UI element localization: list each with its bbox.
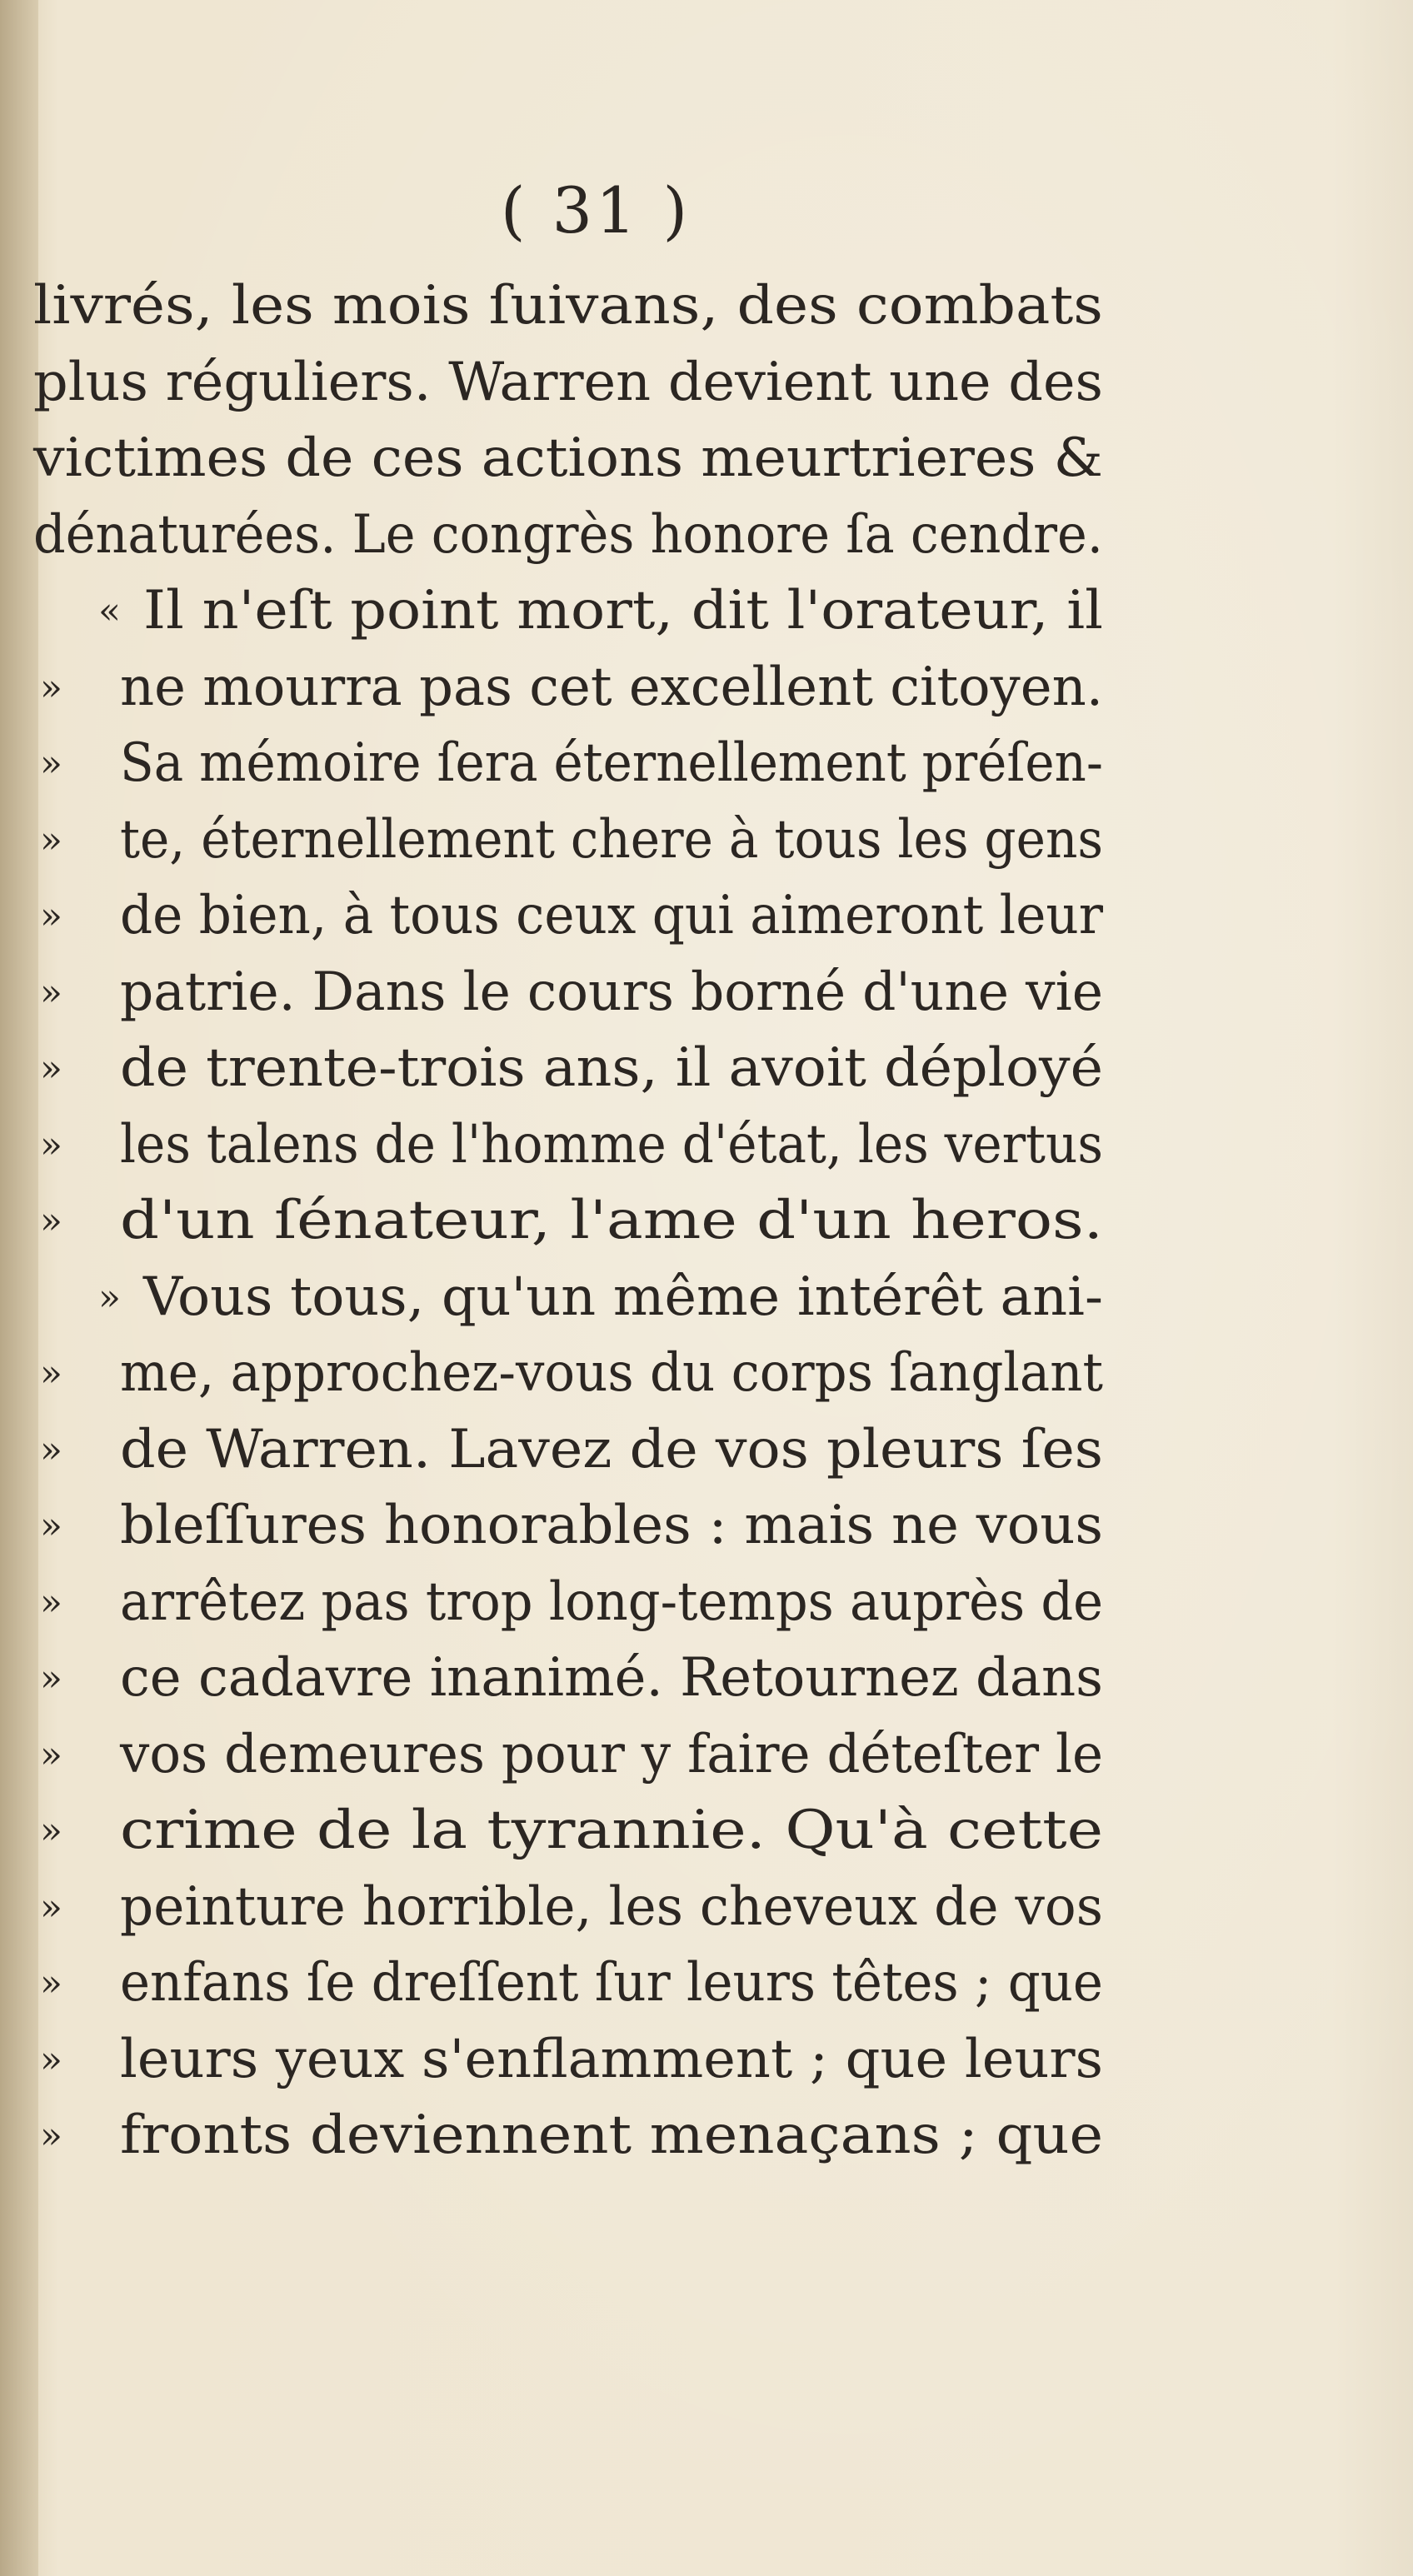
line-text: de bien, à tous ceux qui aimeront leur bbox=[120, 885, 1103, 946]
quote-mark: » bbox=[40, 1200, 62, 1242]
text-line bbox=[33, 1945, 1103, 2022]
quote-mark: » bbox=[40, 895, 62, 937]
line-text: plus réguliers. Warren devient une des bbox=[33, 351, 1103, 413]
text-line bbox=[33, 1107, 1103, 1184]
line-text: d'un ſénateur, l'ame d'un heros. bbox=[120, 1190, 1103, 1251]
quote-mark: » bbox=[40, 1047, 62, 1090]
body-text bbox=[33, 268, 1103, 2174]
line-text: leurs yeux s'enflamment ; que leurs bbox=[120, 2028, 1104, 2090]
quote-mark: » bbox=[40, 1580, 62, 1624]
quote-mark: » bbox=[40, 2114, 62, 2157]
line-text: te, éternellement chere à tous les gens bbox=[120, 808, 1104, 871]
line-text: de trente-trois ans, il avoit déployé bbox=[120, 1037, 1103, 1099]
page-number: ( 31 ) bbox=[500, 173, 692, 247]
line-text: Il n'eſt point mort, dit l'orateur, il bbox=[143, 580, 1103, 642]
quote-mark: » bbox=[40, 1352, 62, 1395]
line-text: ce cadavre inanimé. Retournez dans bbox=[120, 1647, 1103, 1709]
line-text: les talens de l'homme d'état, les vertus bbox=[120, 1113, 1103, 1176]
text-line bbox=[33, 268, 1103, 345]
line-text: peinture horrible, les cheveux de vos bbox=[120, 1875, 1103, 1938]
line-text: ne mourra pas cet excellent citoyen. bbox=[120, 656, 1104, 718]
text-line bbox=[33, 650, 1103, 726]
text-line bbox=[33, 1793, 1103, 1870]
line-text: crime de la tyrannie. Qu'à cette bbox=[120, 1800, 1104, 1861]
text-line bbox=[33, 1260, 1103, 1336]
text-line bbox=[33, 2022, 1103, 2099]
quote-mark: « bbox=[98, 590, 121, 632]
quote-mark: » bbox=[40, 666, 62, 709]
text-line bbox=[33, 1640, 1103, 1717]
text-line bbox=[33, 1412, 1103, 1489]
line-text: me, approchez-vous du corps ſanglant bbox=[120, 1342, 1103, 1404]
quote-mark: » bbox=[98, 1276, 121, 1319]
line-text: dénaturées. Le congrès honore ſa cendre. bbox=[33, 503, 1104, 566]
text-line bbox=[33, 726, 1103, 802]
text-line bbox=[33, 955, 1103, 1031]
text-line bbox=[33, 2098, 1103, 2174]
quote-mark: » bbox=[40, 971, 62, 1014]
line-text: fronts deviennent menaçans ; que bbox=[120, 2104, 1104, 2166]
line-text: livrés, les mois ſuivans, des combats bbox=[33, 275, 1103, 337]
quote-mark: » bbox=[40, 1810, 62, 1852]
text-line bbox=[33, 802, 1103, 879]
line-text: patrie. Dans le cours borné d'une vie bbox=[120, 961, 1103, 1023]
text-line bbox=[33, 421, 1103, 497]
line-text: enfans ſe dreſſent ſur leurs têtes ; que bbox=[120, 1952, 1103, 2014]
quote-mark: » bbox=[40, 2038, 62, 2081]
text-line bbox=[33, 573, 1103, 650]
text-line bbox=[33, 1488, 1103, 1565]
quote-mark: » bbox=[40, 1733, 62, 1776]
text-line bbox=[33, 497, 1103, 574]
line-text: de Warren. Lavez de vos pleurs ſes bbox=[120, 1418, 1103, 1480]
text-line bbox=[33, 1717, 1103, 1794]
quote-mark: » bbox=[40, 1428, 62, 1471]
quote-mark: » bbox=[40, 1123, 62, 1166]
text-line bbox=[33, 1031, 1103, 1107]
text-line bbox=[33, 878, 1103, 955]
line-text: arrêtez pas trop long-temps auprès de bbox=[120, 1570, 1104, 1633]
line-text: vos demeures pour y faire déteſter le bbox=[120, 1723, 1104, 1785]
quote-mark: » bbox=[40, 1505, 62, 1547]
line-text: victimes de ces actions meurtrieres & bbox=[33, 427, 1103, 489]
quote-mark: » bbox=[40, 1885, 62, 1929]
quote-mark: » bbox=[40, 742, 62, 785]
quote-mark: » bbox=[40, 818, 62, 861]
text-line bbox=[33, 1870, 1103, 1946]
line-text: bleſſures honorables : mais ne vous bbox=[120, 1495, 1103, 1556]
text-line bbox=[33, 1183, 1103, 1260]
text-line bbox=[33, 1565, 1103, 1641]
line-text: Sa mémoire ſera éternellement préſen- bbox=[120, 732, 1103, 794]
line-text: Vous tous, qu'un même intérêt ani- bbox=[143, 1266, 1103, 1328]
text-line bbox=[33, 1335, 1103, 1412]
text-line bbox=[33, 345, 1103, 422]
quote-mark: » bbox=[40, 1657, 62, 1700]
quote-mark: » bbox=[40, 1962, 62, 2004]
